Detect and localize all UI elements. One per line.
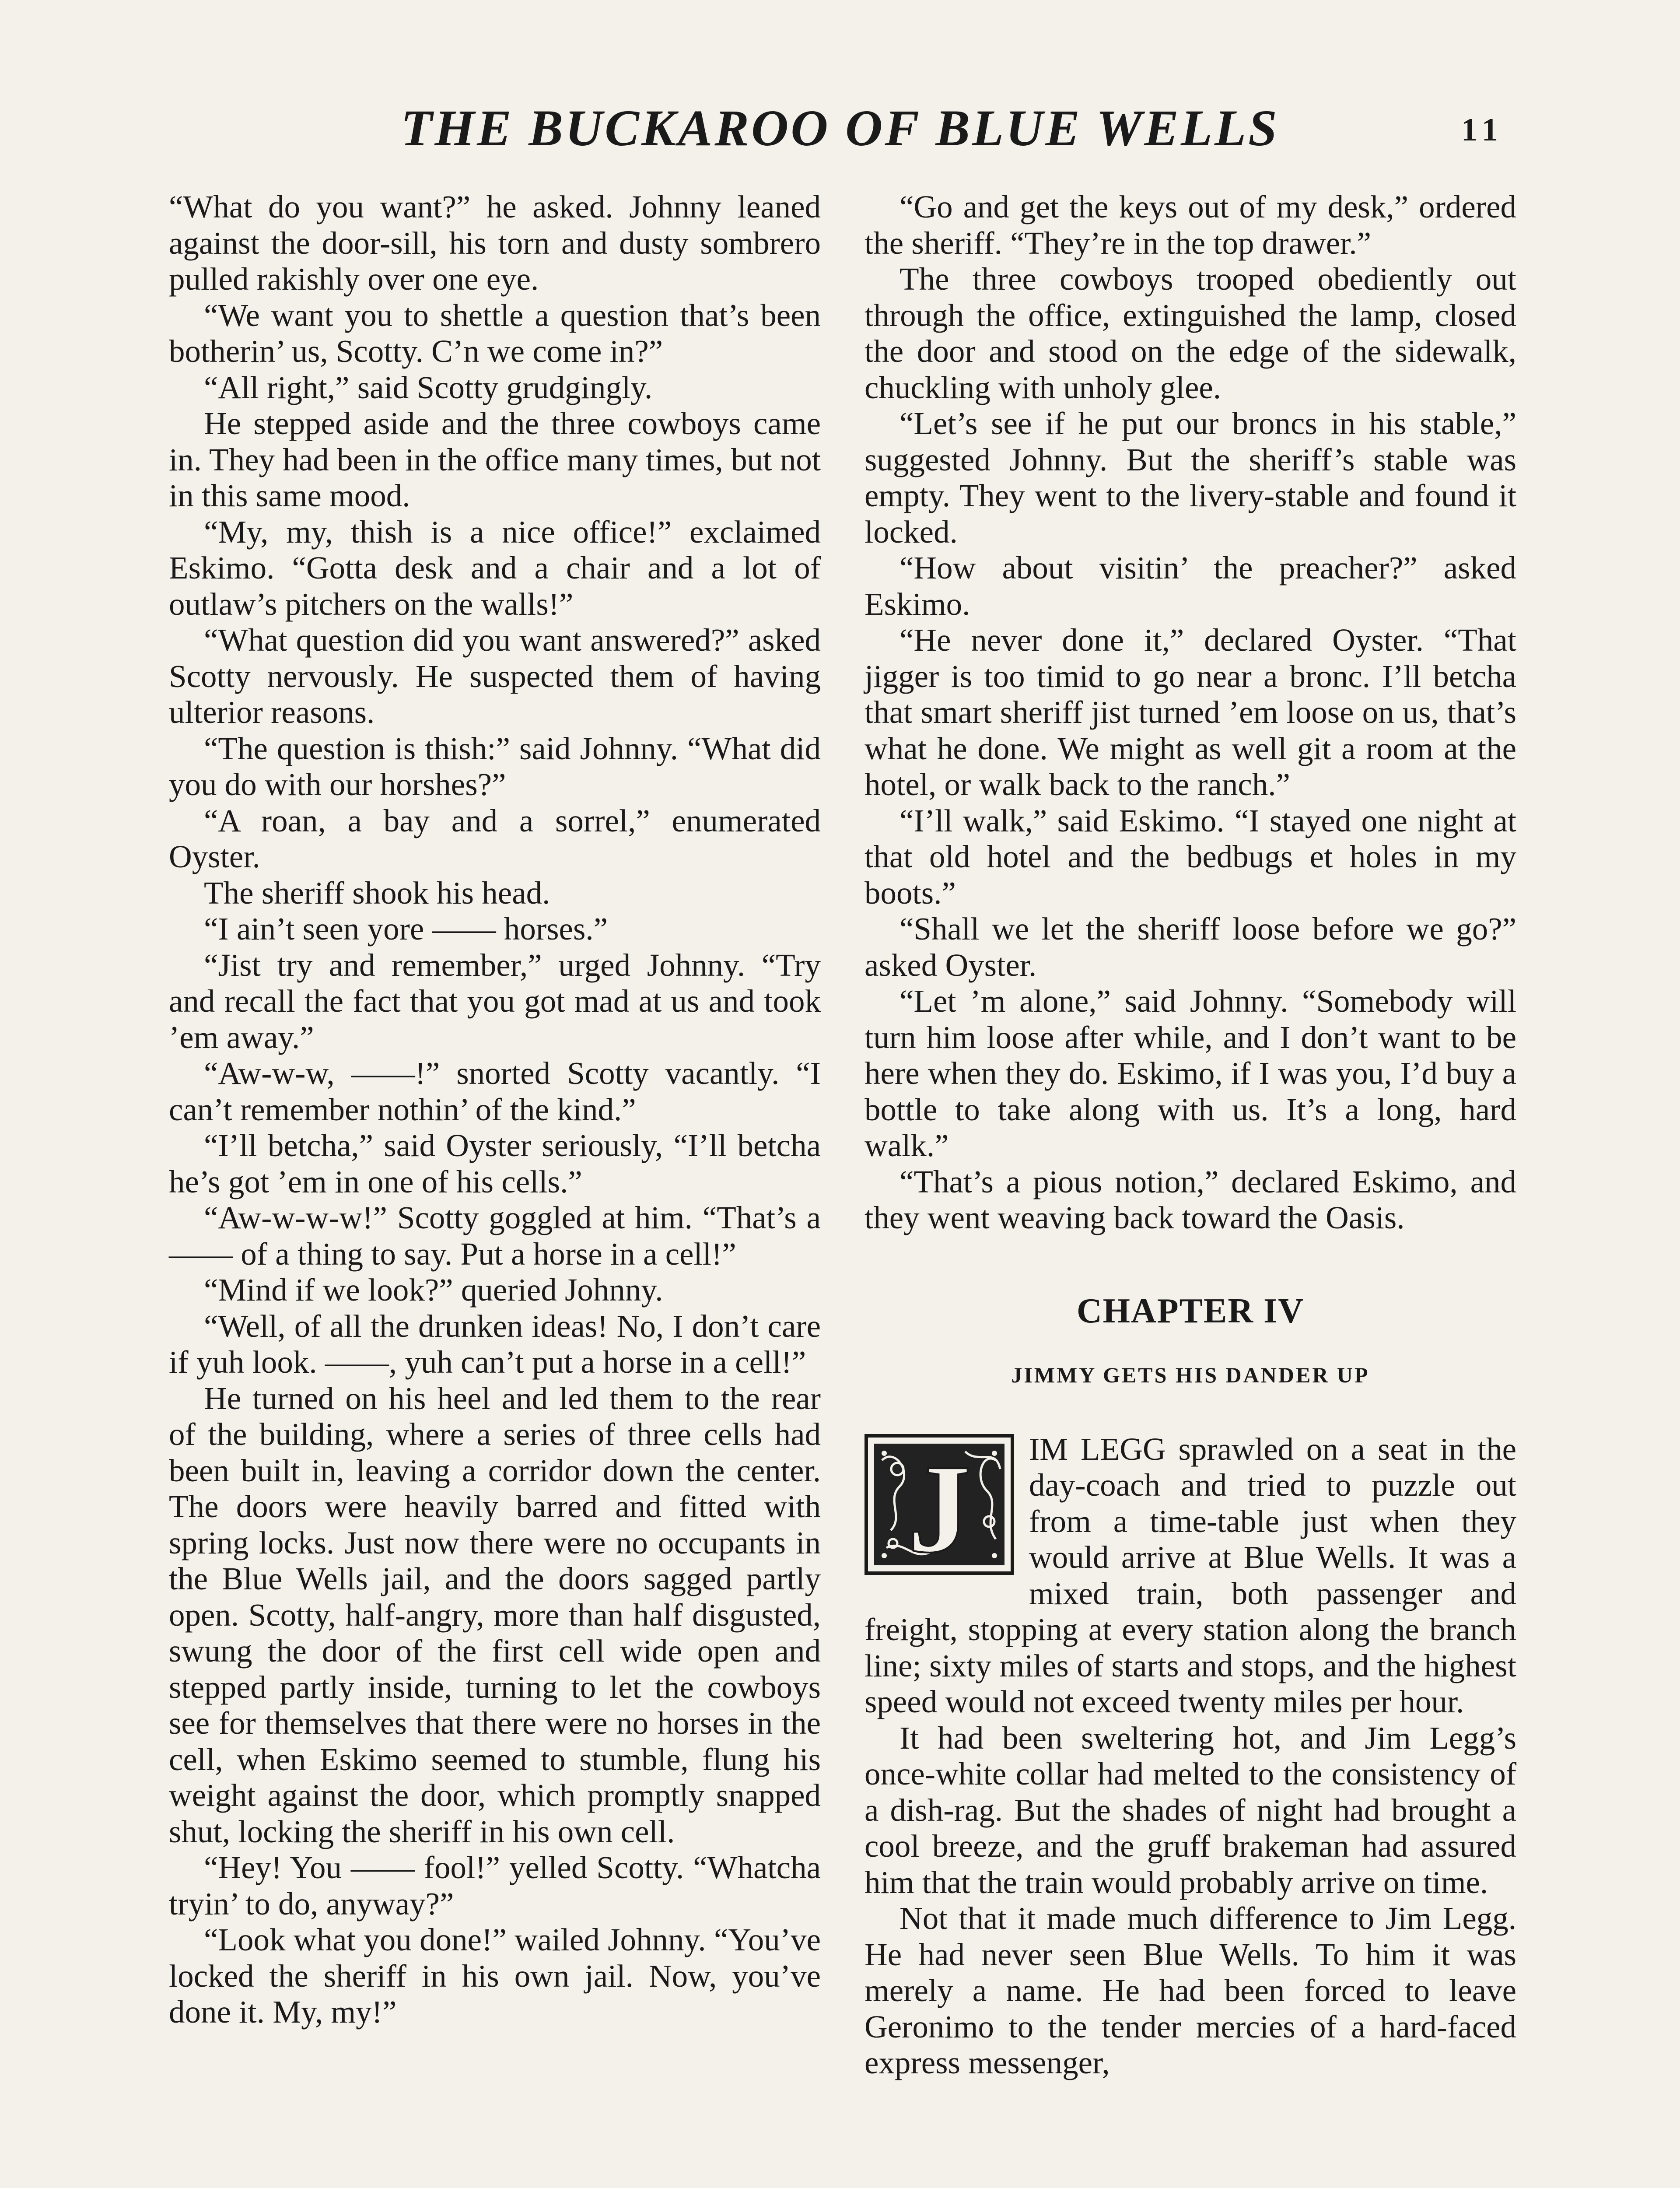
paragraph: The three cowboys trooped obediently out through the office, extinguished the lamp, closed the door and stood on the edge of the sidewalk, chuckling with unholy glee. — [864, 261, 1516, 405]
paragraph: “Look what you done!” wailed Johnny. “You’ve locked the sheriff in his own jail. Now, you’ve done it. My, my!” — [169, 1922, 821, 2030]
paragraph: He stepped aside and the three cowboys came in. They had been in the office many times, but not in this same mood. — [169, 406, 821, 513]
paragraph: “What do you want?” he asked. Johnny leaned against the door-sill, his torn and dusty sombrero pulled rakishly over one eye. — [169, 189, 821, 297]
dropcap-letter: J — [907, 1438, 971, 1575]
paragraph: “That’s a pious notion,” declared Eskimo, and they went weaving back toward the Oasis. — [864, 1164, 1516, 1235]
page-number: 11 — [1461, 112, 1504, 148]
paragraph: “Aw-w-w-w!” Scotty goggled at him. “That’s a —— of a thing to say. Put a horse in a cell!” — [169, 1200, 821, 1272]
paragraph: “Mind if we look?” queried Johnny. — [204, 1272, 663, 1308]
paragraph: “Go and get the keys out of my desk,” ordered the sheriff. “They’re in the top drawer.” — [864, 189, 1516, 261]
paragraph: “Aw-w-w, ——!” snorted Scotty vacantly. “I can’t remember nothin’ of the kind.” — [169, 1055, 821, 1127]
paragraph: “We want you to shettle a question that’s been botherin’ us, Scotty. C’n we come in?” — [169, 297, 821, 369]
left-column — [169, 189, 821, 2030]
paragraph: Not that it made much difference to Jim Legg. He had never seen Blue Wells. To him it was merely a name. He had been forced to leave Geronimo to the tender mercies of a hard-faced express messenger, — [864, 1900, 1516, 2080]
paragraph: “All right,” said Scotty grudgingly. — [204, 369, 653, 405]
paragraph: “My, my, thish is a nice office!” exclaimed Eskimo. “Gotta desk and a chair and a lot of outlaw’s pitchers on the walls!” — [169, 514, 821, 622]
paragraph: “Jist try and remember,” urged Johnny. “Try and recall the fact that you got mad at us and took ’em away.” — [169, 947, 821, 1055]
chapter-opening-paragraph: IM LEGG sprawled on a seat in the day-coach and tried to puzzle out from a time-table just when they would arrive at Blue Wells. It was a mixed train, both passenger and freight, stopping at every station along the branch line; sixty miles of starts and stops, and the highest speed would not exceed twenty miles per hour. — [864, 1431, 1516, 1719]
page-header — [0, 95, 1680, 170]
paragraph: The sheriff shook his head. — [204, 875, 550, 911]
paragraph: “I’ll betcha,” said Oyster seriously, “I’ll betcha he’s got ’em in one of his cells.” — [169, 1128, 821, 1199]
right-column — [864, 189, 1516, 2081]
paragraph: “A roan, a bay and a sorrel,” enumerated Oyster. — [169, 803, 821, 874]
paragraph: “How about visitin’ the preacher?” asked Eskimo. — [864, 550, 1516, 622]
ornamental-dropcap — [864, 1434, 1014, 1575]
paragraph: “Well, of all the drunken ideas! No, I don’t care if yuh look. ——, yuh can’t put a horse in a cell!” — [169, 1308, 821, 1380]
paragraph: “The question is thish:” said Johnny. “What did you do with our horshes?” — [169, 730, 821, 802]
paragraph: “I ain’t seen yore —— horses.” — [204, 911, 608, 947]
paragraph: “Hey! You —— fool!” yelled Scotty. “Whatcha tryin’ to do, anyway?” — [169, 1850, 821, 1922]
paragraph: “Let ’m alone,” said Johnny. “Somebody will turn him loose after while, and I don’t want to be here when they do. Eskimo, if I was you, I’d buy a bottle to take along with us. It’s a long, hard walk.” — [864, 983, 1516, 1163]
chapter-title: CHAPTER IV — [1076, 1291, 1305, 1330]
paragraph: “Shall we let the sheriff loose before we go?” asked Oyster. — [864, 911, 1516, 983]
chapter-subtitle: JIMMY GETS HIS DANDER UP — [1011, 1362, 1370, 1387]
paragraph: “What question did you want answered?” asked Scotty nervously. He suspected them of having ulterior reasons. — [169, 622, 821, 730]
paragraph: “Let’s see if he put our broncs in his stable,” suggested Johnny. But the sheriff’s stable was empty. They went to the livery-stable and found it locked. — [864, 406, 1516, 550]
paragraph: He turned on his heel and led them to the rear of the building, where a series of three cells had been built in, leaving a corridor down the center. The doors were heavily barred and fitted with spring locks. Just now there were no occupants in the Blue Wells jail, and the doors sagged partly open. Scotty, half-angry, more than half disgusted, swung the door of the first cell wide open and stepped partly inside, turning to let the cowboys see for themselves that there were no horses in the cell, when Eskimo seemed to stumble, flung his weight against the door, which promptly snapped shut, locking the sheriff in his own cell. — [169, 1380, 821, 1849]
paragraph: “I’ll walk,” said Eskimo. “I stayed one night at that old hotel and the bedbugs et holes in my boots.” — [864, 803, 1516, 911]
running-title: THE BUCKAROO OF BLUE WELLS — [401, 99, 1279, 157]
paragraph: “He never done it,” declared Oyster. “That jigger is too timid to go near a bronc. I’ll betcha that smart sheriff jist turned ’em loose on us, that’s what he done. We might as well git a room at the hotel, or walk back to the ranch.” — [864, 622, 1516, 802]
paragraph: It had been sweltering hot, and Jim Legg’s once-white collar had melted to the consistency of a dish-rag. But the shades of night had brought a cool breeze, and the gruff brakeman had assured him that the train would probably arrive on time. — [864, 1720, 1516, 1900]
